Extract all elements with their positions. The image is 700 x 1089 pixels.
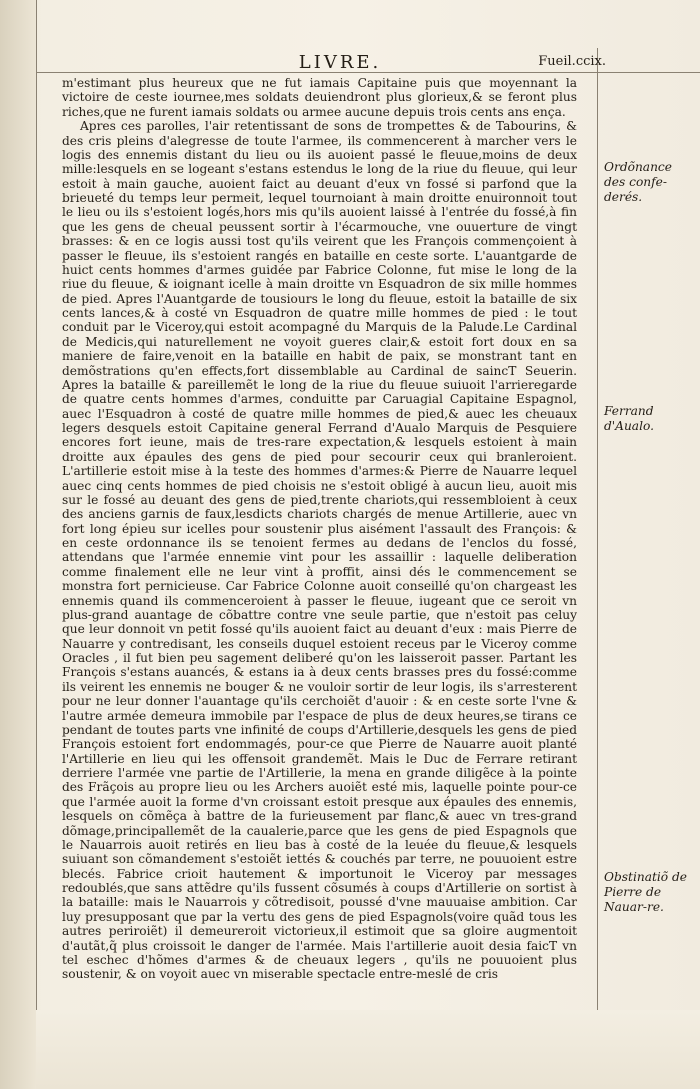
page-gutter xyxy=(0,0,36,1089)
margin-rule-left xyxy=(36,0,37,1010)
margin-note-ordonnance: Ordõnance des confe-derés. xyxy=(604,160,672,204)
paragraph-battle: Apres ces parolles, l'air retentissant de sons de trompettes & de Tabourins, & des cris pleins d'alegresse de toute l'armee, ils commencerent à marcher vers le logis des ennemis distant du lieu ou ils auoient passé le fleuue,moins de deux mille:lesquels en se logeant s'estans estendus le long de la riue du fleuue, qui leur estoit à main gauche, auoient faict au deuant d'eux vn fossé si parfond que la brieueté du temps leur permeit, lequel tournoiant à main droitte enuironnoit tout le lieu ou ils s'estoient logés,hors mis qu'ils auoient laissé à l'entrée du fossé,à fin que les gens de cheual peussent sortir à l'écarmouche, vne ouuerture de vingt brasses: & en ce logis aussi tost qu'ils veirent que les François commençoient à passer le fleuue, ils s'estoient rangés en bataille en ceste sorte. L'auantgarde de huict cents hommes d'armes guidée par Fabrice Colonne, fut mise le long de la riue du fleuue, & ioignant icelle à main droitte vn Esquadron de six mille hommes de pied. Apres l'Auantgarde de tousiours le long du fleuue, estoit la bataille de six cents lances,& à costé vn Esquadron de quatre mille hommes de pied : le tout conduit par le Viceroy,qui estoit acompagné du Marquis de la Palude.Le Cardinal de Medicis,qui naturellement ne voyoit gueres clair,& estoit fort doux en sa maniere de faire,venoit en la bataille en habit de paix, se monstrant tant en demõstrations qu'en effects,fort dissemblable au Cardinal de saincT Seuerin. Apres la bataille & pareillemẽt le long de la riue du fleuue suiuoit l'arrieregarde de quatre cents hommes d'armes, conduitte par Caruagial Capitaine Espagnol, auec l'Esquadron à costé de quatre mille hommes de pied,& auec les cheuaux legers desquels estoit Capitaine general Ferrand d'Aualo Marquis de Pesquiere encores fort ieune, mais de tres-rare expectation,& lesquels estoient à main droitte aux épaules des gens de pied pour secourir ceux qui branleroient. L'artillerie estoit mise à la teste des hommes d'armes:& Pierre de Nauarre lequel auec cinq cents hommes de pied choisis ne s'estoit obligé à aucun lieu, auoit mis sur le fossé au deuant des gens de pied,trente chariots,qui ressembloient à ceux des anciens garnis de faux,lesdicts chariots chargés de menue Artillerie, auec vn fort long épieu sur icelles pour soustenir plus aisément l'assault des François: & en ceste ordonnance ils se tenoient fermes au dedans de l'enclos du fossé, attendans que l'armée ennemie vint pour les assaillir : laquelle deliberation comme finalement elle ne leur vint à proffit, ainsi dés le commencement se monstra fort pernicieuse. Car Fabrice Colonne auoit conseillé qu'on chargeast les ennemis quand ils commenceroient à passer le fleuue, iugeant que ce seroit vn plus-grand auantage de cõbattre contre vne seule partie, que n'estoit pas celuy que leur donnoit vn petit fossé qu'ils auoient faict au deuant d'eux : mais Pierre de Nauarre y contredisant, les conseils duquel estoient receus par le Viceroy comme Oracles , il fut bien peu sagement deliberé qu'on les laisseroit passer. Partant les François s'estans auancés, & estans ia à deux cents brasses pres du fossé:comme ils veirent les ennemis ne bouger & ne vouloir sortir de leur logis, ils s'arresterent pour ne leur donner l'auantage qu'ils cerchoiẽt d'auoir : & en ceste sorte l'vne & l'autre armée demeura immobile par l'espace de plus de deux heures,se tirans ce pendant de toutes parts vne infinité de coups d'Artillerie,desquels les gens de pied François estoient fort endommagés, pour-ce que Pierre de Nauarre auoit planté l'Artillerie en lieu qui les offensoit grandemẽt. Mais le Duc de Ferrare retirant derriere l'armée vne partie de l'Artillerie, la mena en grande diligẽce à la pointe des Frãçois au propre lieu ou les Archers auoiẽt esté mis, laquelle pointe pour-ce que l'armée auoit la forme d'vn croissant estoit presque aux épaules des ennemis, lesquels on cõmẽça à battre de la furieusement par flanc,& auec vn tres-grand dõmage,principallemẽt de la caualerie,parce que les gens de pied Espagnols que le Nauarrois auoit retirés en lieu bas à costé de la leuée du fleuue,& lesquels suiuant son cõmandement s'estoiẽt iettés & couchés par terre, ne pouuoient estre blecés. Fabrice crioit hautement & importunoit le Viceroy par messages redoublés,que sans attẽdre qu'ils fussent cõsumés à coups d'Artillerie on sortist à la bataille: mais le Nauarrois y cõtredisoit, poussé d'vne mauuaise ambition. Car luy presupposant que par la vertu des gens de pied Espagnols(voire quãd tous les autres periroiẽt) il demeureroit victorieux,il estimoit que sa gloire augmentoit d'autãt,q̃ plus croissoit le danger de l'armée. Mais l'artillerie auoit desia faicT vn tel eschec d'hõmes d'armes & de cheuaux legers , qu'ils ne pouuoient plus soustenir, & on voyoit auec vn miserable spectacle entre-meslé de cris xyxy=(62,119,577,982)
folio-number: Fueil.ccix. xyxy=(538,54,606,69)
margin-note-ferrand: Ferrand d'Aualo. xyxy=(604,404,654,433)
margin-rule-right xyxy=(597,48,598,1010)
bottom-margin xyxy=(36,1010,700,1089)
margin-note-obstination: Obstinatiõ de Pierre de Nauar-re. xyxy=(604,870,687,914)
paragraph-continuation: m'estimant plus heureux que ne fut iamais Capitaine puis que moyennant la victoire de ceste iournee,mes soldats deuiendront plus glorieux,& se feront plus riches,que ne furent iamais soldats ou armee aucune depuis trois cents ans ença. xyxy=(62,76,577,119)
running-head: LIVRE. xyxy=(298,52,382,73)
main-text xyxy=(62,76,577,982)
